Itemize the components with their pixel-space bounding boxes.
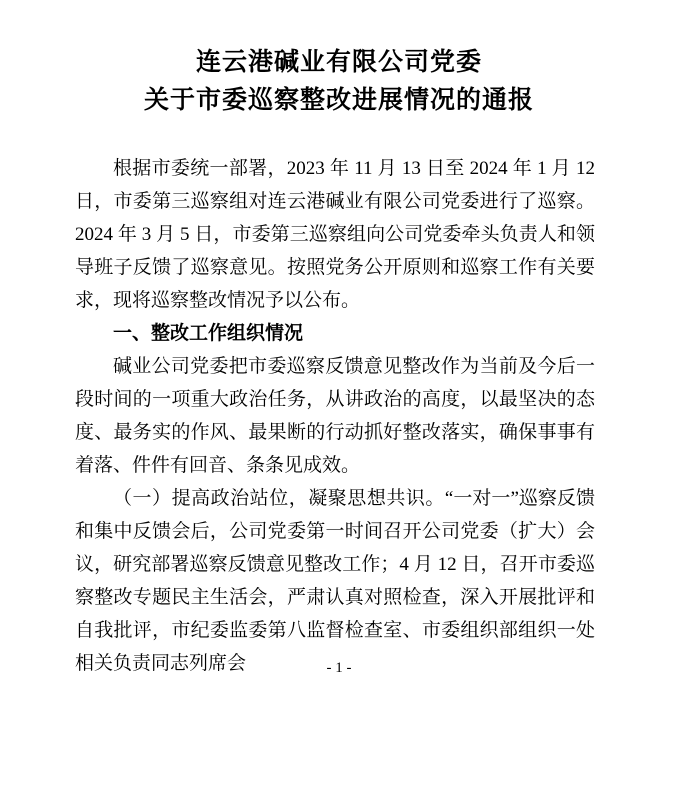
paragraph-item-1-lead: （一）提高政治站位，凝聚思想共识。 — [113, 488, 445, 509]
paragraph-item-1 — [75, 482, 595, 680]
document-title — [0, 0, 678, 120]
section-heading-1: 一、整改工作组织情况 — [113, 323, 304, 344]
page-number: - 1 - — [326, 660, 352, 676]
paragraph-section1-overview: 碱业公司党委把市委巡察反馈意见整改作为当前及今后一段时间的一项重大政治任务，从讲政治的高度，以最坚决的态度、最务实的作风、最果断的行动抓好整改落实，确保事事有着落、件件有回音、条条见成效。 — [75, 356, 595, 476]
title-line-2: 关于市委巡察整改进展情况的通报 — [143, 87, 534, 114]
title-line-1: 连云港碱业有限公司党委 — [195, 49, 482, 76]
page-footer — [0, 657, 678, 679]
paragraph-intro: 根据市委统一部署，2023 年 11 月 13 日至 2024 年 1 月 12 日，市委第三巡察组对连云港碱业有限公司党委进行了巡察。2024 年 3 月 5 日，市委第三巡察组向公司党委牵头负责人和领导班子反馈了巡察意见。按照党务公开原则和巡察工作有关要求，现将巡察整改情况予以公布。 — [75, 158, 595, 311]
paragraph-item-1-text: “一对一”巡察反馈和集中反馈会后，公司党委第一时间召开公司党委（扩大）会议，研究部署巡察反馈意见整改工作；4 月 12 日，召开市委巡察整改专题民主生活会，严肃认真对照检查，深入开展批评和自我批评，市纪委监委第八监督检查室、市委组织部组织一处相关负责同志列席会 — [75, 488, 595, 674]
document-body — [75, 152, 595, 680]
